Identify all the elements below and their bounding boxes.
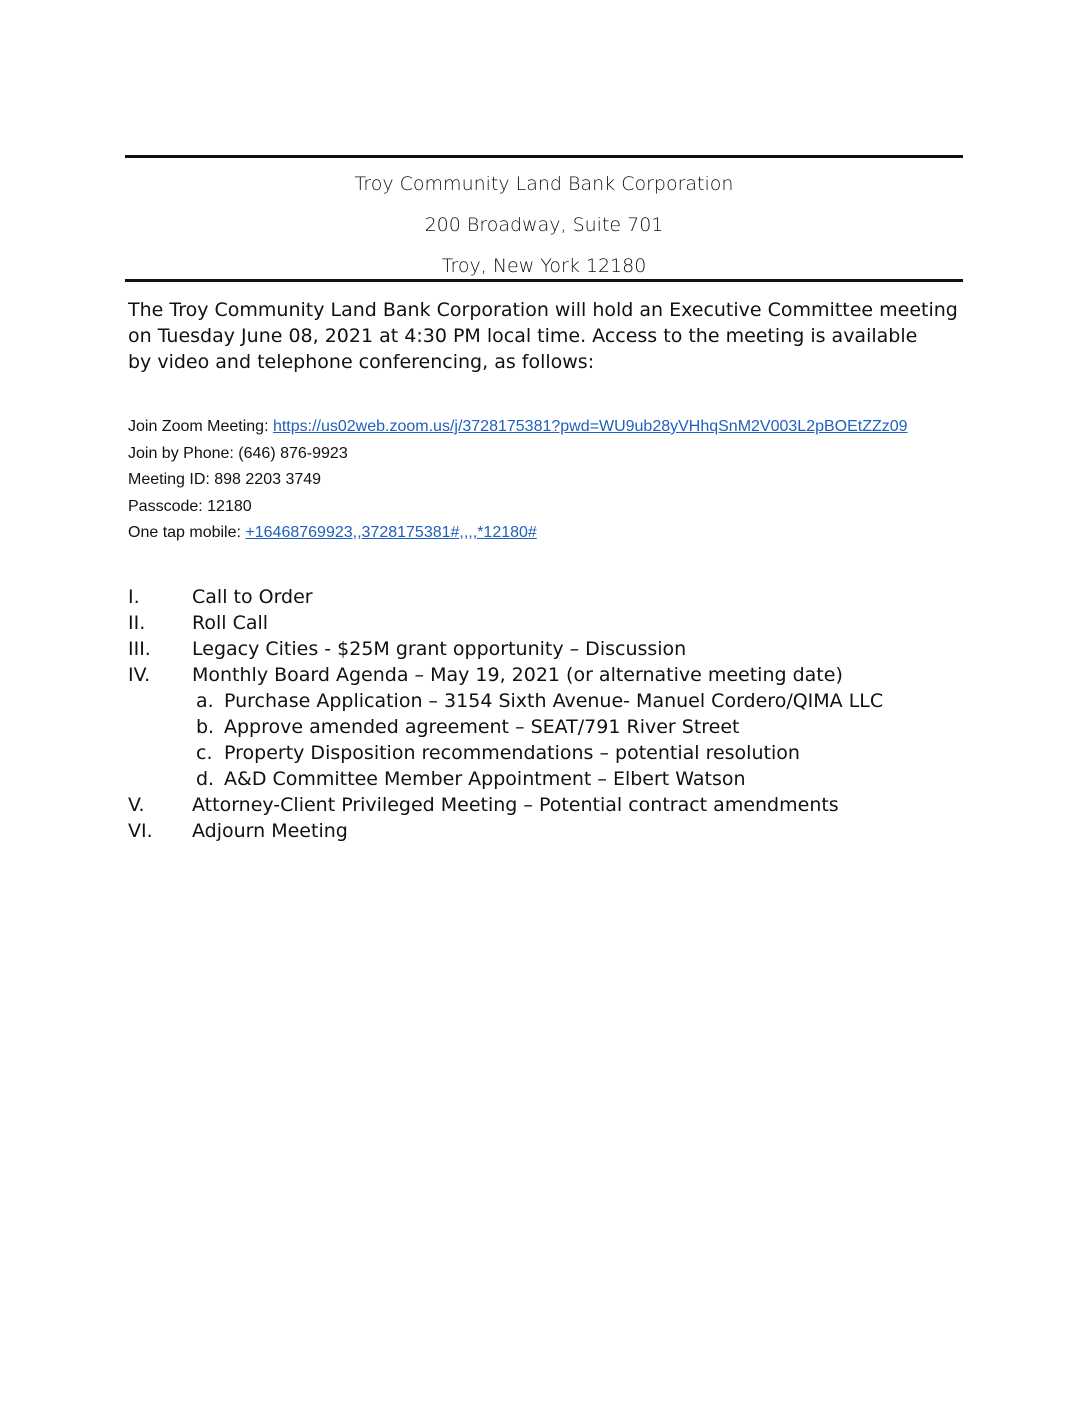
zoom-meeting-link[interactable]: https://us02web.zoom.us/j/3728175381?pwd=WU9ub28yVHhqSnM2V003L2pBOEtZZz09 xyxy=(272,418,908,435)
org-name: Troy Community Land Bank Corporation xyxy=(354,173,734,195)
zoom-label: Join Zoom Meeting: xyxy=(128,418,273,435)
agenda-item-text: Attorney-Client Privileged Meeting – Potential contract amendments xyxy=(192,794,839,816)
phone-row: Join by Phone: (646) 876-9923 xyxy=(128,444,348,462)
agenda-subitem-text: A&D Committee Member Appointment – Elbert Watson xyxy=(224,768,746,790)
notice-line: on Tuesday June 08, 2021 at 4:30 PM local time. Access to the meeting is available xyxy=(128,325,918,347)
header-bottom-rule xyxy=(125,279,963,282)
meeting-id-row: Meeting ID: 898 2203 3749 xyxy=(128,471,322,488)
agenda-item-number: II. xyxy=(128,612,146,634)
agenda-item-text: Call to Order xyxy=(192,586,313,608)
agenda-item-text: Adjourn Meeting xyxy=(192,820,348,842)
header-top-rule xyxy=(125,155,963,158)
conference-details xyxy=(128,414,908,547)
agenda-subitem-text: Purchase Application – 3154 Sixth Avenue- Manuel Cordero/QIMA LLC xyxy=(224,690,884,712)
passcode-row: Passcode: 12180 xyxy=(128,497,252,515)
one-tap-label: One tap mobile: xyxy=(128,524,246,541)
meeting-notice xyxy=(128,297,1028,375)
one-tap-row xyxy=(128,520,908,547)
agenda-item-text: Roll Call xyxy=(192,612,269,634)
agenda-item-number: III. xyxy=(128,638,151,660)
agenda-item-text: Legacy Cities - $25M grant opportunity – Discussion xyxy=(192,638,687,660)
agenda-item-text: Monthly Board Agenda – May 19, 2021 (or alternative meeting date) xyxy=(192,664,843,686)
address-line-1: 200 Broadway, Suite 701 xyxy=(424,214,664,236)
notice-line: The Troy Community Land Bank Corporation will hold an Executive Committee meeting xyxy=(128,299,958,321)
address-line-2: Troy, New York 12180 xyxy=(441,255,647,277)
notice-line: by video and telephone conferencing, as follows: xyxy=(128,351,595,373)
agenda-subitem-text: Property Disposition recommendations – potential resolution xyxy=(224,742,800,764)
agenda-item-number: I. xyxy=(128,586,140,608)
one-tap-mobile-link[interactable]: +16468769923,,3728175381#,,,,*12180# xyxy=(245,524,537,541)
agenda-subitem-letter: a. xyxy=(196,690,214,712)
zoom-row xyxy=(128,414,908,441)
agenda-subitem-text: Approve amended agreement – SEAT/791 River Street xyxy=(224,716,740,738)
agenda-subitem-letter: d. xyxy=(196,768,215,790)
agenda-subitem-letter: b. xyxy=(196,716,215,738)
agenda-item-number: V. xyxy=(128,794,145,816)
agenda-subitem-letter: c. xyxy=(196,742,213,764)
agenda-item-number: IV. xyxy=(128,664,151,686)
agenda-item-number: VI. xyxy=(128,820,153,842)
